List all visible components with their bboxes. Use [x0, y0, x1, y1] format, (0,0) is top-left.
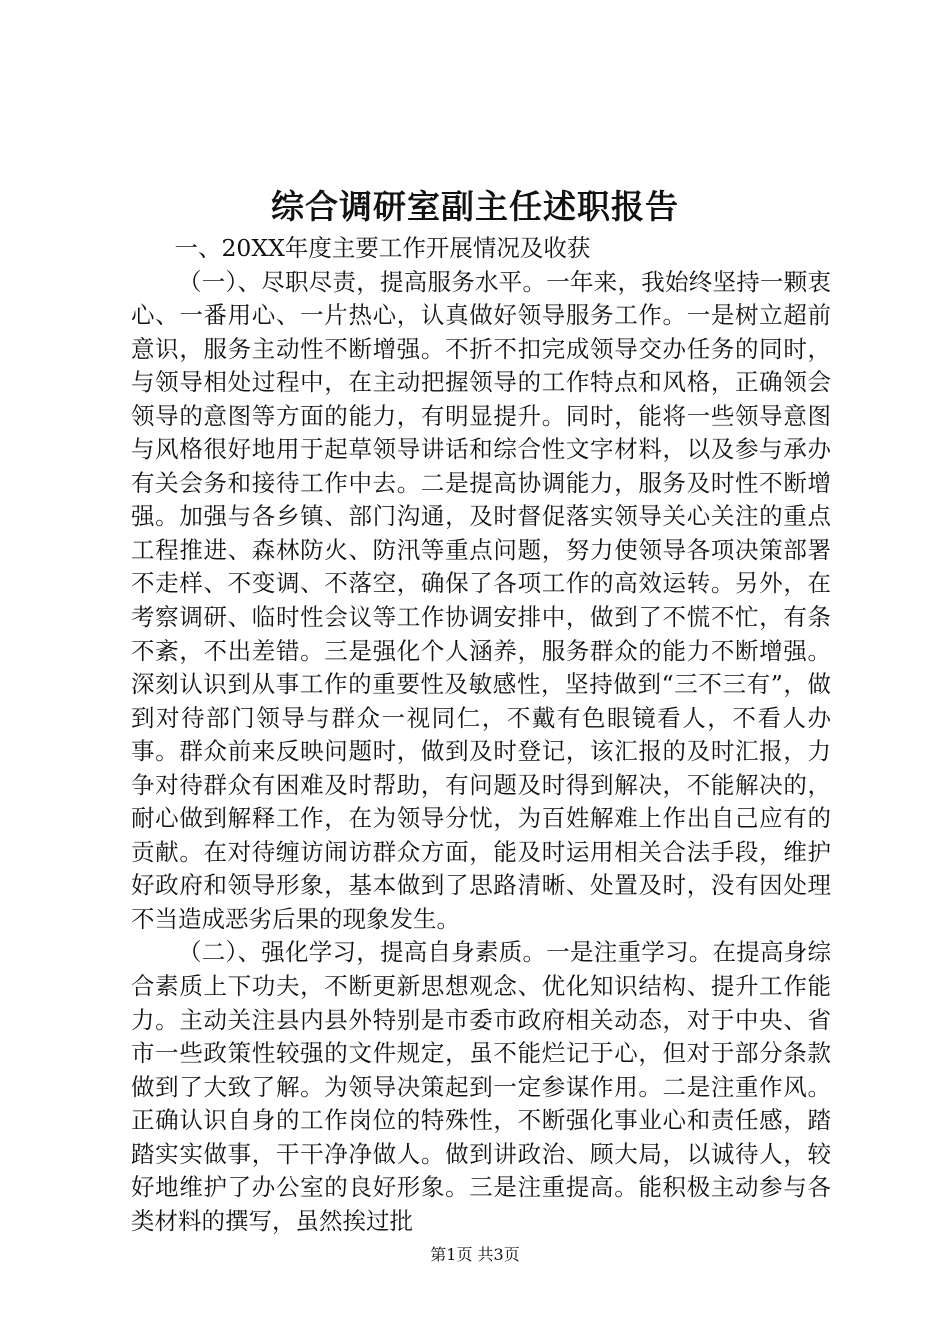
document-title: 综合调研室副主任述职报告	[271, 187, 679, 226]
paragraph-1: （一）、尽职尽责，提高服务水平。一年来，我始终坚持一颗衷心、一番用心、一片热心，认真做好领导服务工作。一是树立超前意识，服务主动性不断增强。不折不扣完成领导交办任务的同时，与领导相处过程中，在主动把握领导的工作特点和风格，正确领会领导的意图等方面的能力，有明显提升。同时，能将一些领导意图与风格很好地用于起草领导讲话和综合性文字材料，以及参与承办有关会务和接待工作中去。二是提高协调能力，服务及时性不断增强。加强与各乡镇、部门沟通，及时督促落实领导关心关注的重点工程推进、森林防火、防汛等重点问题，努力使领导各项决策部署不走样、不变调、不落空，确保了各项工作的高效运转。另外，在考察调研、临时性会议等工作协调安排中，做到了不慌不忙，有条不紊，不出差错。三是强化个人涵养，服务群众的能力不断增强。深刻认识到从事工作的重要性及敏感性，坚持做到“三不三有”，做到对待部门领导与群众一视同仁，不戴有色眼镜看人，不看人办事。群众前来反映问题时，做到及时登记，该汇报的及时汇报，力争对待群众有困难及时帮助，有问题及时得到解决，不能解决的，耐心做到解释工作，在为领导分忧，为百姓解难上作出自己应有的贡献。在对待缠访闹访群众方面，能及时运用相关合法手段，维护好政府和领导形象，基本做到了思路清晰、处置及时，没有因处理不当造成恶劣后果的现象发生。	[131, 267, 831, 933]
section-heading: 一、20XX年度主要工作开展情况及收获	[174, 234, 591, 262]
document-body	[131, 232, 831, 1238]
paragraph-2: （二）、强化学习，提高自身素质。一是注重学习。在提高身综合素质上下功夫，不断更新思想观念、优化知识结构、提升工作能力。主动关注县内县外特别是市委市政府相关动态，对于中央、省市一些政策性较强的文件规定，虽不能烂记于心，但对于部分条款做到了大致了解。为领导决策起到一定参谋作用。二是注重作风。正确认识自身的工作岗位的特殊性，不断强化事业心和责任感，踏踏实实做事，干干净净做人。做到讲政治、顾大局，以诚待人，较好地维护了办公室的良好形象。三是注重提高。能积极主动参与各类材料的撰写，虽然挨过批	[131, 938, 831, 1235]
page-footer: 第1页 共3页	[430, 1245, 520, 1264]
